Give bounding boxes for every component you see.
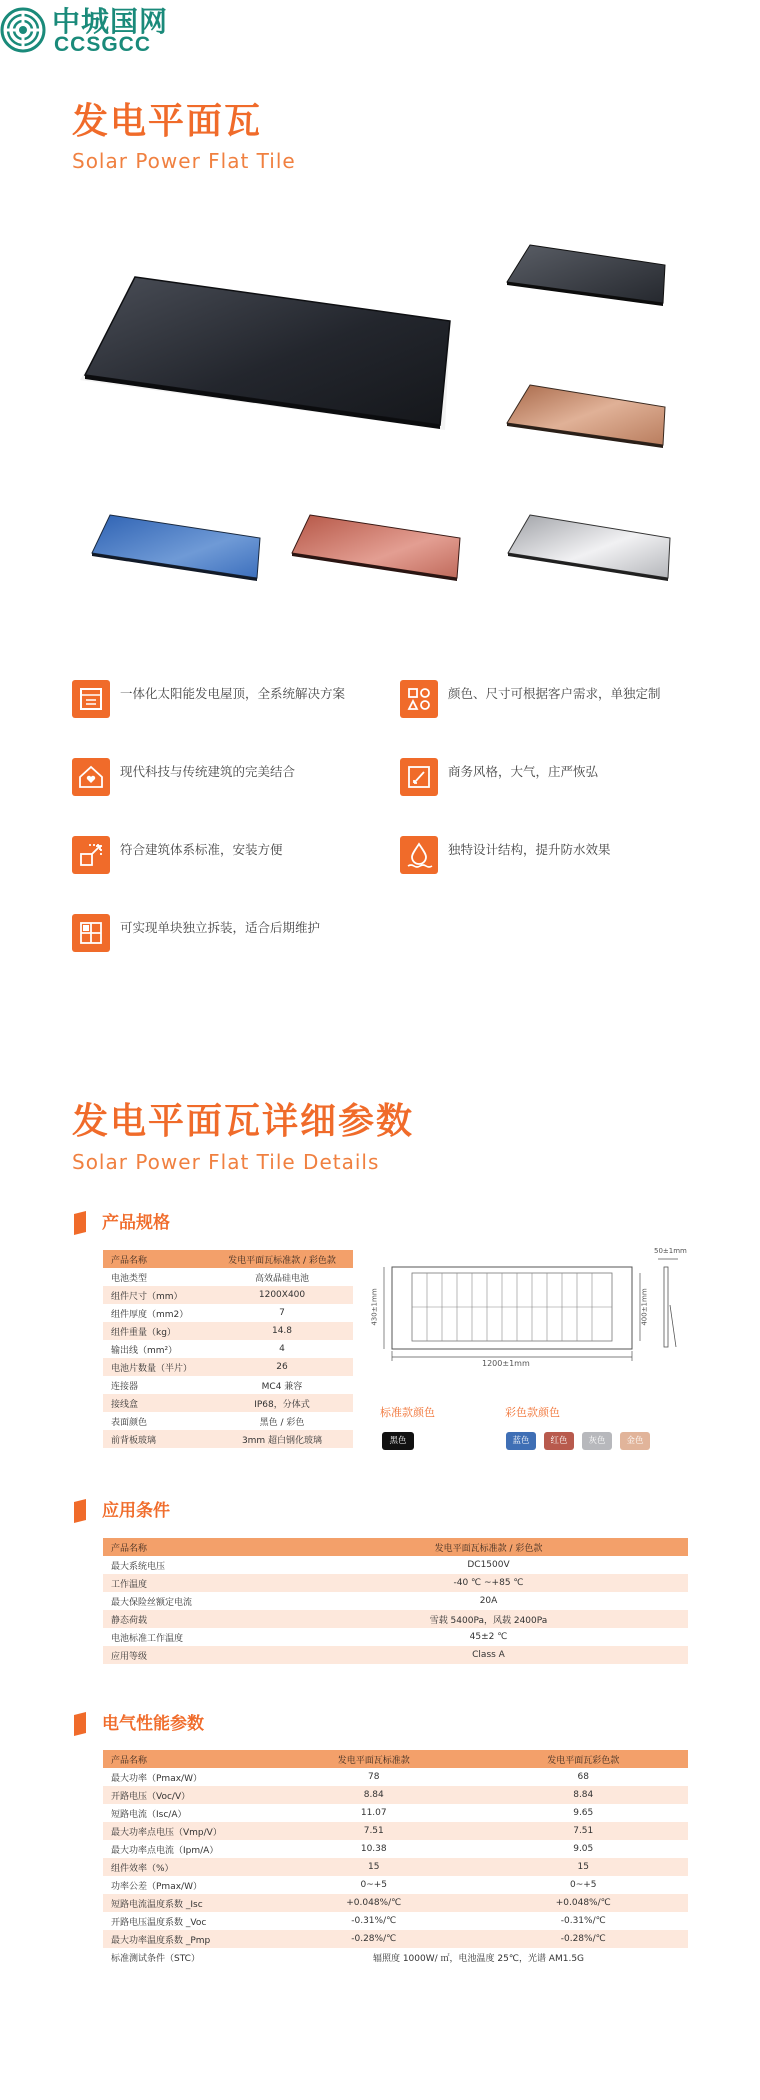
feature-item	[72, 758, 392, 798]
table-cell: -40 ℃ ~+85 ℃	[289, 1574, 688, 1592]
table-cell: 功率公差（Pmax/W）	[103, 1876, 269, 1894]
table-cell: 开路电压（Voc/V）	[103, 1786, 269, 1804]
table-cell: 表面颜色	[103, 1412, 211, 1430]
table-cell: 8.84	[269, 1786, 479, 1804]
table-cell: 1200X400	[211, 1286, 353, 1304]
table-row	[103, 1556, 688, 1574]
feature-item	[400, 758, 720, 798]
table-cell: 15	[479, 1858, 689, 1876]
table-cell: 发电平面瓦彩色款	[479, 1750, 689, 1768]
table-cell: 0~+5	[269, 1876, 479, 1894]
table-cell: 最大功率（Pmax/W）	[103, 1768, 269, 1786]
feature-item	[72, 914, 392, 954]
feature-text: 一体化太阳能发电屋顶，全系统解决方案	[120, 686, 346, 701]
table-cell: 7.51	[479, 1822, 689, 1840]
dimension-width-label: 1200±1mm	[482, 1359, 530, 1368]
table-cell: 发电平面瓦标准款 / 彩色款	[211, 1250, 353, 1268]
brand-name-cn: 中城国网	[52, 5, 169, 38]
gold-tile	[507, 385, 665, 448]
table-row	[103, 1304, 353, 1322]
table-cell: +0.048%/℃	[479, 1894, 689, 1912]
pencil-box-icon	[400, 758, 438, 796]
hero-title: 发电平面瓦	[72, 101, 263, 142]
swatch-black: 黑色	[382, 1432, 414, 1450]
table-cell: 最大功率点电流（Ipm/A）	[103, 1840, 269, 1858]
table-cell: 静态荷载	[103, 1610, 289, 1628]
swatch-blue: 蓝色	[506, 1432, 536, 1450]
table-cell: 0~+5	[479, 1876, 689, 1894]
table-row	[103, 1394, 353, 1412]
section-flag-icon	[72, 1712, 88, 1736]
building-window-icon	[72, 680, 110, 718]
table-cell: 最大功率点电压（Vmp/V）	[103, 1822, 269, 1840]
product-tiles-illustration	[80, 235, 700, 605]
swatch-gold: 金色	[620, 1432, 650, 1450]
table-cell: 连接器	[103, 1376, 211, 1394]
details-subtitle: Solar Power Flat Tile Details	[72, 1150, 380, 1174]
table-cell: 68	[479, 1768, 689, 1786]
table-cell: 9.05	[479, 1840, 689, 1858]
table-cell: 26	[211, 1358, 353, 1376]
table-row	[103, 1876, 688, 1894]
table-row	[103, 1840, 688, 1858]
table-header-row	[103, 1250, 353, 1268]
table-cell: 电池类型	[103, 1268, 211, 1286]
table-cell: 辐照度 1000W/ ㎡，电池温度 25℃，光谱 AM1.5G	[269, 1948, 688, 1966]
table-row	[103, 1948, 688, 1966]
electrical-table	[103, 1750, 688, 1966]
feature-text: 商务风格，大气，庄严恢弘	[448, 764, 599, 779]
feature-text: 独特设计结构，提升防水效果	[448, 842, 611, 857]
section-heading-electrical: 电气性能参数	[72, 1710, 372, 1740]
table-cell: 电池片数量（半片）	[103, 1358, 211, 1376]
table-cell: 短路电流（Isc/A）	[103, 1804, 269, 1822]
dimension-height-left-label: 430±1mm	[370, 1288, 379, 1326]
section-heading-conditions: 应用条件	[72, 1497, 372, 1527]
dimension-drawing	[372, 1245, 702, 1375]
table-cell: IP68，分体式	[211, 1394, 353, 1412]
feature-text: 可实现单块独立拆装，适合后期维护	[120, 920, 321, 935]
table-cell: 45±2 ℃	[289, 1628, 688, 1646]
table-cell: 接线盒	[103, 1394, 211, 1412]
feature-item	[400, 680, 720, 720]
dimension-height-right-label: 400±1mm	[640, 1288, 649, 1326]
details-title: 发电平面瓦详细参数	[72, 1101, 415, 1142]
dimension-thickness-label: 50±1mm	[654, 1247, 687, 1255]
small-black-tile	[507, 245, 665, 306]
ccsgcc-logo-icon	[0, 7, 46, 53]
table-cell: 15	[269, 1858, 479, 1876]
table-cell: 短路电流温度系数 _Isc	[103, 1894, 269, 1912]
house-heart-icon	[72, 758, 110, 796]
table-cell: 电池标准工作温度	[103, 1628, 289, 1646]
table-cell: 14.8	[211, 1322, 353, 1340]
table-row	[103, 1610, 688, 1628]
table-cell: 工作温度	[103, 1574, 289, 1592]
large-black-tile	[80, 277, 450, 430]
table-cell: 20A	[289, 1592, 688, 1610]
hero-subtitle: Solar Power Flat Tile	[72, 149, 296, 173]
swatch-gray: 灰色	[582, 1432, 612, 1450]
table-cell: 78	[269, 1768, 479, 1786]
table-cell: 10.38	[269, 1840, 479, 1858]
table-row	[103, 1376, 353, 1394]
table-cell: 4	[211, 1340, 353, 1358]
table-cell: MC4 兼容	[211, 1376, 353, 1394]
blue-tile	[92, 515, 260, 581]
table-cell: Class A	[289, 1646, 688, 1664]
table-cell: 组件厚度（mm2）	[103, 1304, 211, 1322]
table-cell: 输出线（mm²）	[103, 1340, 211, 1358]
grid-blocks-icon	[72, 914, 110, 952]
table-cell: -0.28%/℃	[479, 1930, 689, 1948]
table-row	[103, 1358, 353, 1376]
scale-arrow-icon	[72, 836, 110, 874]
shapes-icon	[400, 680, 438, 718]
table-cell: 8.84	[479, 1786, 689, 1804]
table-row	[103, 1268, 353, 1286]
table-cell: 高效晶硅电池	[211, 1268, 353, 1286]
water-drop-icon	[400, 836, 438, 874]
table-row	[103, 1768, 688, 1786]
table-row	[103, 1804, 688, 1822]
standard-colors-title: 标准款颜色	[380, 1406, 435, 1419]
table-row	[103, 1822, 688, 1840]
color-colors-title: 彩色款颜色	[505, 1406, 560, 1419]
table-row	[103, 1930, 688, 1948]
table-row	[103, 1412, 353, 1430]
table-cell: 雪载 5400Pa，风载 2400Pa	[289, 1610, 688, 1628]
table-row	[103, 1786, 688, 1804]
feature-text: 符合建筑体系标准，安装方便	[120, 842, 283, 857]
section-flag-icon	[72, 1499, 88, 1523]
table-cell: 最大系统电压	[103, 1556, 289, 1574]
table-cell: 最大功率温度系数 _Pmp	[103, 1930, 269, 1948]
feature-text: 颜色、尺寸可根据客户需求，单独定制	[448, 686, 661, 701]
table-cell: 发电平面瓦标准款 / 彩色款	[289, 1538, 688, 1556]
table-row	[103, 1286, 353, 1304]
table-cell: 标准测试条件（STC）	[103, 1948, 269, 1966]
table-row	[103, 1322, 353, 1340]
swatch-red: 红色	[544, 1432, 574, 1450]
table-cell: 11.07	[269, 1804, 479, 1822]
table-row	[103, 1912, 688, 1930]
table-row	[103, 1894, 688, 1912]
red-tile	[292, 515, 460, 581]
spec-table	[103, 1250, 353, 1448]
table-header-row	[103, 1538, 688, 1556]
table-header-row	[103, 1750, 688, 1768]
table-row	[103, 1430, 353, 1448]
table-cell: 应用等级	[103, 1646, 289, 1664]
table-cell: 产品名称	[103, 1538, 289, 1556]
table-cell: 产品名称	[103, 1750, 269, 1768]
table-row	[103, 1858, 688, 1876]
table-cell: 黑色 / 彩色	[211, 1412, 353, 1430]
table-cell: -0.28%/℃	[269, 1930, 479, 1948]
feature-item	[72, 680, 392, 720]
table-cell: 最大保险丝额定电流	[103, 1592, 289, 1610]
table-cell: -0.31%/℃	[269, 1912, 479, 1930]
table-cell: 前背板玻璃	[103, 1430, 211, 1448]
table-row	[103, 1574, 688, 1592]
table-cell: 7	[211, 1304, 353, 1322]
table-row	[103, 1628, 688, 1646]
table-cell: 9.65	[479, 1804, 689, 1822]
table-cell: -0.31%/℃	[479, 1912, 689, 1930]
table-cell: 开路电压温度系数 _Voc	[103, 1912, 269, 1930]
brand-name-en: CCSGCC	[54, 33, 152, 56]
table-cell: 组件尺寸（mm）	[103, 1286, 211, 1304]
table-cell: 7.51	[269, 1822, 479, 1840]
section-flag-icon	[72, 1211, 88, 1235]
feature-item	[72, 836, 392, 876]
table-row	[103, 1646, 688, 1664]
table-cell: 发电平面瓦标准款	[269, 1750, 479, 1768]
table-cell: 3mm 超白钢化玻璃	[211, 1430, 353, 1448]
feature-text: 现代科技与传统建筑的完美结合	[120, 764, 296, 779]
table-cell: +0.048%/℃	[269, 1894, 479, 1912]
table-row	[103, 1340, 353, 1358]
silver-tile	[508, 515, 670, 581]
feature-item	[400, 836, 720, 876]
table-cell: 组件效率（%）	[103, 1858, 269, 1876]
table-row	[103, 1592, 688, 1610]
conditions-table	[103, 1538, 688, 1664]
table-cell: 产品名称	[103, 1250, 211, 1268]
table-cell: DC1500V	[289, 1556, 688, 1574]
table-cell: 组件重量（kg）	[103, 1322, 211, 1340]
section-heading-spec: 产品规格	[72, 1209, 372, 1239]
